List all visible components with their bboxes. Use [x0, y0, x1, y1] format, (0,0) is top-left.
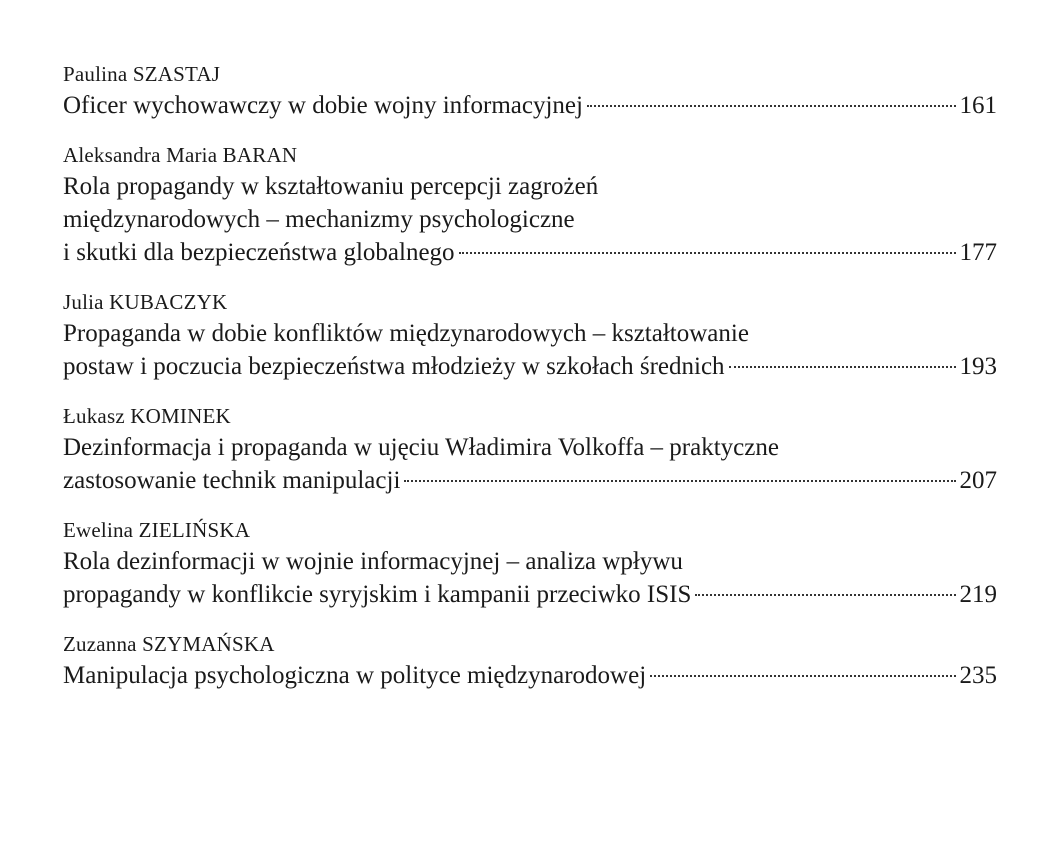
- toc-entry: [63, 402, 997, 497]
- entry-page-number: 161: [959, 92, 997, 119]
- toc-entry: [63, 630, 997, 692]
- entry-title-last-line: [63, 578, 997, 611]
- dot-leader: [404, 480, 955, 482]
- dot-leader: [587, 105, 956, 107]
- dot-leader: [459, 252, 956, 254]
- entry-author: Zuzanna SZYMAŃSKA: [63, 632, 275, 656]
- entry-title-line: Rola dezinformacji w wojnie informacyjnej – analiza wpływu: [63, 548, 683, 575]
- entry-page-number: 193: [959, 353, 997, 380]
- entry-page-number: 235: [959, 662, 997, 689]
- dot-leader: [650, 675, 955, 677]
- entry-page-number: 177: [959, 239, 997, 266]
- entry-title-last-line: [63, 350, 997, 383]
- entry-title-line: międzynarodowych – mechanizmy psychologiczne: [63, 206, 575, 233]
- dot-leader: [695, 594, 955, 596]
- entry-title-last-line: [63, 659, 997, 692]
- entry-author: Ewelina ZIELIŃSKA: [63, 518, 251, 542]
- entry-title-text: zastosowanie technik manipulacji: [63, 467, 401, 494]
- entry-title-line: Propaganda w dobie konfliktów międzynarodowych – kształtowanie: [63, 320, 749, 347]
- toc-entry: [63, 141, 997, 269]
- entry-author: Łukasz KOMINEK: [63, 404, 231, 428]
- entry-title-text: Oficer wychowawczy w dobie wojny informacyjnej: [63, 92, 583, 119]
- entry-title-text: Manipulacja psychologiczna w polityce międzynarodowej: [63, 662, 647, 689]
- entry-title-line: Rola propagandy w kształtowaniu percepcji zagrożeń: [63, 173, 599, 200]
- entry-title-last-line: [63, 236, 997, 269]
- entry-page-number: 219: [959, 581, 997, 608]
- entry-title-text: i skutki dla bezpieczeństwa globalnego: [63, 239, 455, 266]
- entry-author: Paulina SZASTAJ: [63, 62, 221, 86]
- entry-title-last-line: [63, 464, 997, 497]
- entry-page-number: 207: [959, 467, 997, 494]
- dot-leader: [729, 366, 956, 368]
- entry-author: Aleksandra Maria BARAN: [63, 143, 298, 167]
- entry-title-text: postaw i poczucia bezpieczeństwa młodzieży w szkołach średnich: [63, 353, 725, 380]
- toc-entry: [63, 288, 997, 383]
- entry-title-text: propagandy w konflikcie syryjskim i kampanii przeciwko ISIS: [63, 581, 692, 608]
- entry-title-last-line: [63, 89, 997, 122]
- entry-title-line: Dezinformacja i propaganda w ujęciu Władimira Volkoffa – praktyczne: [63, 434, 779, 461]
- toc-entry: [63, 60, 997, 122]
- toc-entry: [63, 516, 997, 611]
- entry-author: Julia KUBACZYK: [63, 290, 228, 314]
- table-of-contents: [63, 60, 997, 711]
